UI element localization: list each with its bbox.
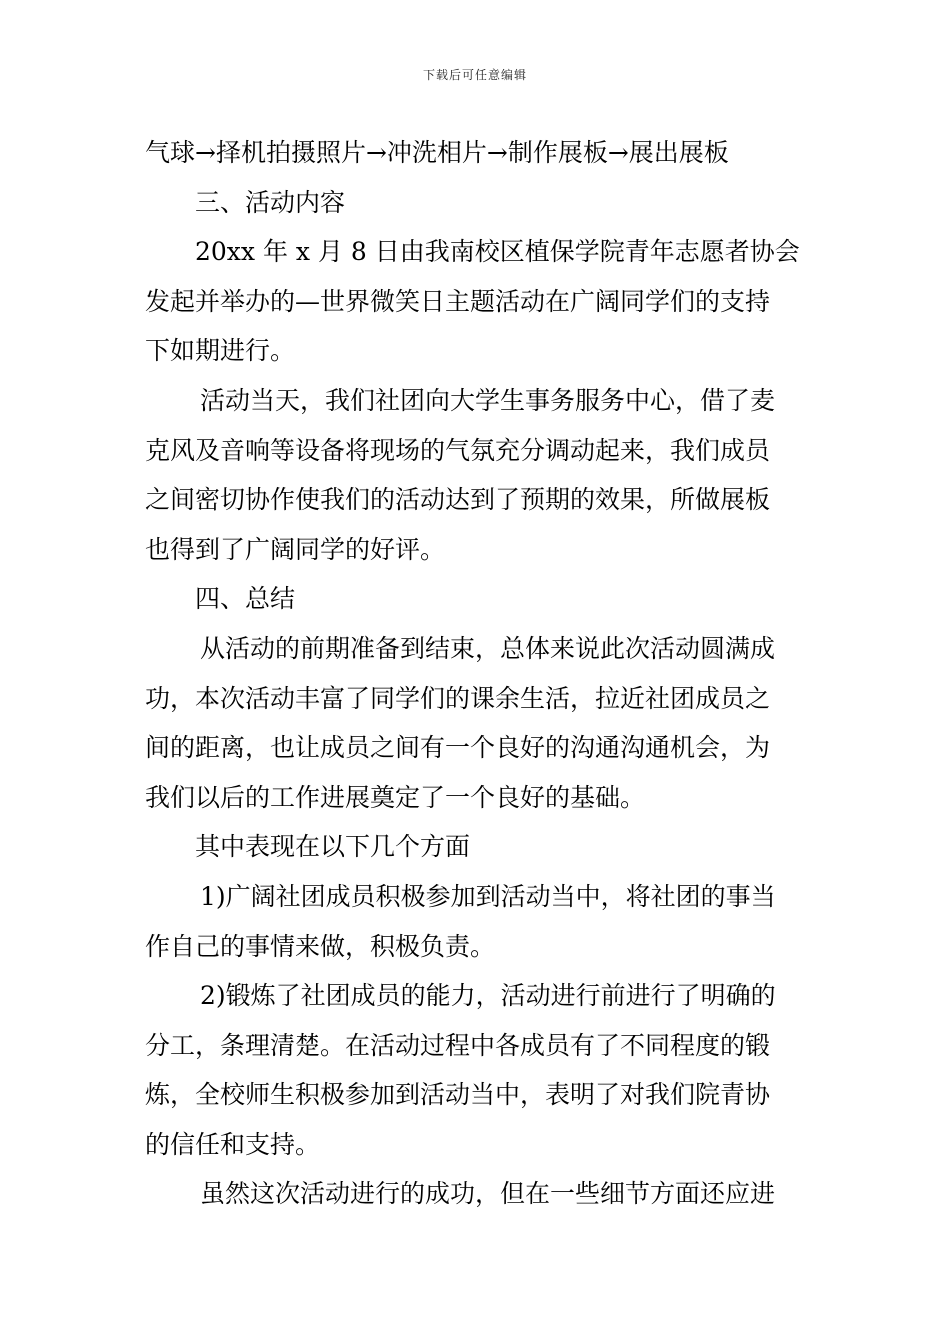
section-heading: 三、活动内容 (195, 187, 346, 217)
list-item: 1)广阔社团成员积极参加到活动当中，将社团的事当 (200, 881, 776, 911)
text-line: 炼，全校师生积极参加到活动当中，表明了对我们院青协 (145, 1080, 771, 1110)
document-body (145, 128, 807, 1219)
text-line: 活动当天，我们社团向大学生事务服务中心，借了麦 (200, 385, 776, 415)
header-note: 下载后可任意编辑 (422, 68, 527, 82)
text-line: 20xx 年 x 月 8 日由我南校区植保学院青年志愿者协会 (195, 237, 800, 267)
text-line: 功，本次活动丰富了同学们的课余生活，拉近社团成员之 (145, 683, 771, 713)
text-line: 虽然这次活动进行的成功，但在一些细节方面还应进 (200, 1179, 776, 1209)
text-line: 作自己的事情来做，积极负责。 (145, 931, 496, 961)
text-line: 之间密切协作使我们的活动达到了预期的效果，所做展板 (145, 485, 771, 515)
text-line: 克风及音响等设备将现场的气氛充分调动起来，我们成员 (145, 435, 771, 465)
text-line: 其中表现在以下几个方面 (195, 832, 471, 862)
text-line: 间的距离，也让成员之间有一个良好的沟通沟通机会，为 (145, 733, 771, 763)
text-line: 的信任和支持。 (145, 1129, 321, 1159)
text-line: 从活动的前期准备到结束，总体来说此次活动圆满成 (200, 633, 776, 663)
section-heading: 四、总结 (195, 584, 296, 614)
text-line: 发起并举办的—世界微笑日主题活动在广阔同学们的支持 (145, 286, 771, 316)
text-line: 我们以后的工作进展奠定了一个良好的基础。 (145, 782, 646, 812)
text-line: 分工，条理清楚。在活动过程中各成员有了不同程度的锻 (145, 1030, 771, 1060)
list-item: 2)锻炼了社团成员的能力，活动进行前进行了明确的 (200, 981, 776, 1011)
text-line: 下如期进行。 (145, 336, 296, 366)
text-line: 也得到了广阔同学的好评。 (145, 534, 446, 564)
text-line: 气球→择机拍摄照片→冲洗相片→制作展板→展出展板 (145, 138, 729, 167)
